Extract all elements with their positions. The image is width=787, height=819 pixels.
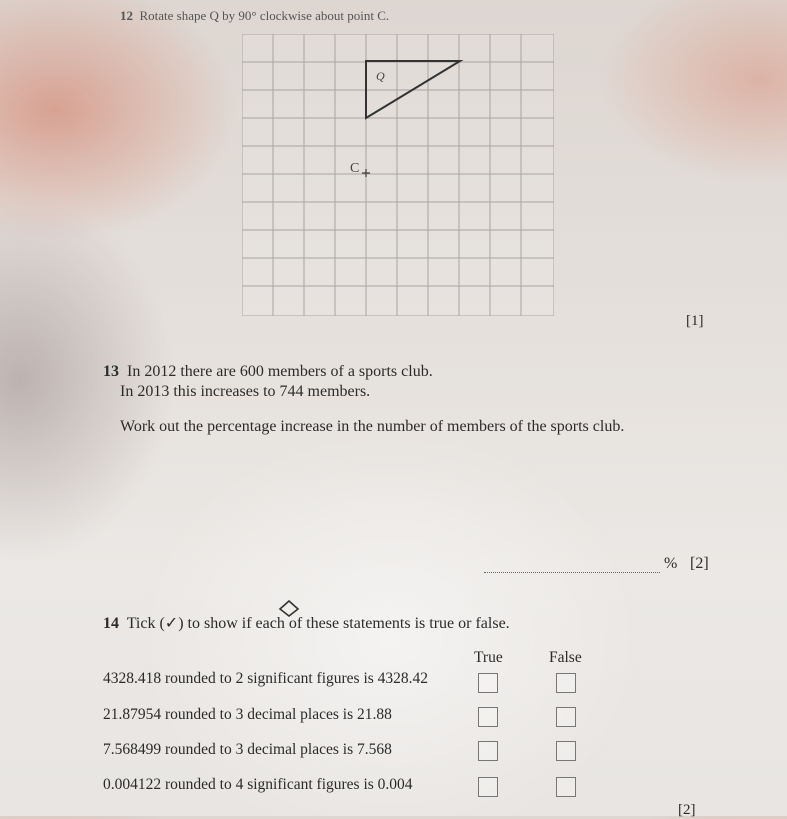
question-12-number: 12: [120, 8, 133, 23]
pencil-doodle-icon: [278, 600, 300, 618]
point-c-label: C: [350, 161, 360, 176]
statement-2-text: 21.87954 rounded to 3 decimal places is 21.88: [103, 706, 392, 723]
question-13-instruction: Work out the percentage increase in the number of members of the sports club.: [120, 418, 625, 435]
question-13-line1: [103, 363, 433, 381]
true-column-header: True: [474, 649, 503, 666]
statement-4-true-checkbox[interactable]: [478, 777, 498, 797]
question-12-marks: [1]: [686, 313, 704, 329]
question-14-instruction: Tick (✓) to show if each of these statements is true or false.: [126, 615, 510, 632]
question-14-number: 14: [103, 615, 119, 632]
rotation-grid[interactable]: [242, 34, 554, 316]
statement-3-true-checkbox[interactable]: [478, 741, 498, 761]
question-13-statement-2: In 2013 this increases to 744 members.: [120, 383, 371, 400]
question-12-instruction: Rotate shape Q by 90° clockwise about point C.: [139, 8, 390, 23]
false-column-header: False: [549, 649, 582, 666]
question-13-marks: [2]: [690, 555, 709, 572]
question-13-answer-field[interactable]: [484, 572, 660, 573]
question-13-statement-1: In 2012 there are 600 members of a sports club.: [127, 363, 433, 380]
question-13-number: 13: [103, 363, 119, 380]
statement-3-false-checkbox[interactable]: [556, 741, 576, 761]
statement-4-text: 0.004122 rounded to 4 significant figures is 0.004: [103, 776, 413, 793]
question-13-unit: %: [664, 555, 678, 572]
statement-4-false-checkbox[interactable]: [556, 777, 576, 797]
statement-1-true-checkbox[interactable]: [478, 673, 498, 693]
shape-q-label: Q: [376, 69, 385, 83]
question-12-text: [120, 8, 389, 24]
statement-2-false-checkbox[interactable]: [556, 707, 576, 727]
statement-1-false-checkbox[interactable]: [556, 673, 576, 693]
statement-1-text: 4328.418 rounded to 2 significant figures is 4328.42: [103, 670, 429, 687]
question-14-marks: [2]: [678, 802, 696, 818]
statement-2-true-checkbox[interactable]: [478, 707, 498, 727]
question-14-line: [103, 613, 510, 633]
statement-3-text: 7.568499 rounded to 3 decimal places is 7.568: [103, 741, 392, 758]
